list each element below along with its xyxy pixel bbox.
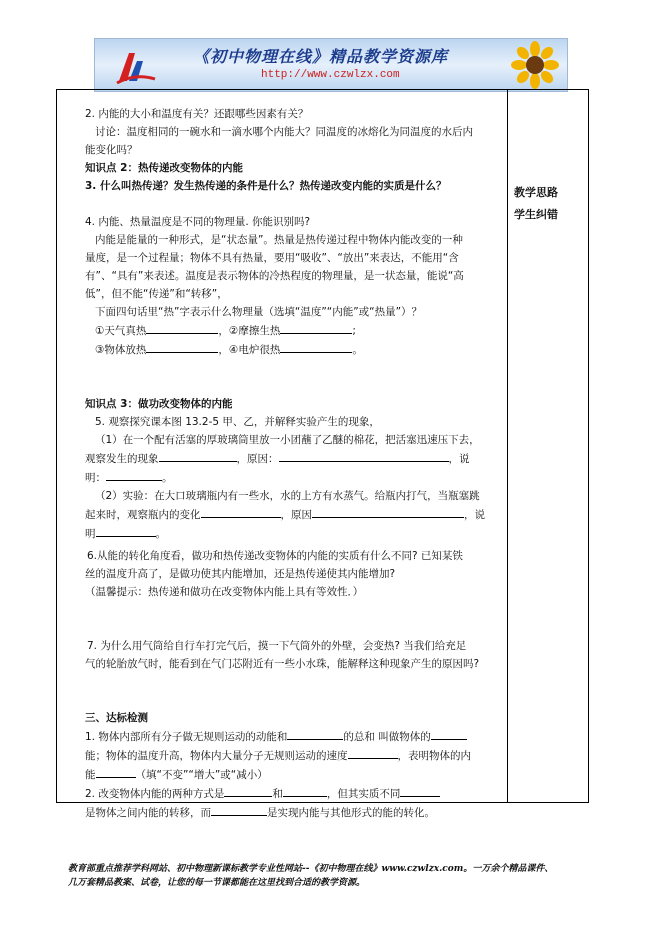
answer-blank[interactable] [280, 340, 352, 353]
answer-blank[interactable] [201, 505, 281, 518]
footer-line-2: 几万套精品教案、试卷，让您的每一节课都能在这里找到合适的教学资源。 [68, 878, 366, 888]
answer-blank[interactable] [400, 784, 440, 797]
answer-blank[interactable] [106, 468, 162, 481]
banner-title: 《初中物理在线》精品教学资源库 [193, 47, 449, 66]
header-banner [94, 38, 568, 92]
answer-blank[interactable] [159, 449, 237, 462]
q5-part-1-conclusion: 明： 。 [85, 468, 503, 487]
answer-blank[interactable] [224, 784, 272, 797]
q5-part-1: （1）在一个配有活塞的厚玻璃筒里放一小团蘸了乙醚的棉花，把活塞迅速压下去， [95, 434, 480, 446]
site-logo-icon [115, 49, 157, 85]
question-7-cont: 气的轮胎放气时，能看到在气门芯附近有一些小水珠，能解释这种现象产生的原因吗? [85, 658, 480, 670]
q4-text-line-4: 低”，但不能“传递”和“转移”， [85, 288, 228, 300]
question-6: 6.从能的转化角度看，做功和热传递改变物体的内能的实质有什么不同? 已知某铁 [87, 550, 463, 562]
answer-blank[interactable] [211, 803, 267, 816]
side-column [514, 182, 558, 226]
q4-prompt: 下面四句话里“热”字表示什么物理量（选填“温度”“内能”或“热量”）？ [95, 306, 423, 318]
question-5: 5. 观察探究课本图 13.2-5 甲、乙，并解释实验产生的现象， [95, 416, 380, 428]
question-7: 7. 为什么用气筒给自行车打完气后，摸一下气筒外的外壁，会变热? 当我们给充足 [87, 640, 467, 652]
q4-blanks-row-2: ③物体放热 ，④电炉很热 。 [85, 340, 503, 359]
banner-url[interactable]: http://www.czwlzx.com [261, 69, 400, 81]
student-correction-label: 学生纠错 [514, 208, 558, 221]
sunflower-icon [509, 41, 561, 89]
question-2-discussion-cont: 能变化吗？ [85, 144, 138, 156]
question-2: 2. 内能的大小和温度有关？还跟哪些因素有关？ [85, 108, 309, 120]
answer-blank[interactable] [96, 765, 136, 778]
answer-blank[interactable] [280, 321, 352, 334]
knowledge-point-2: 知识点 2：热传递改变物体的内能 [85, 162, 243, 174]
page-footer [68, 862, 628, 890]
test-2-cont: 是物体之间内能的转移，而 是实现内能与其他形式的能的转化。 [85, 803, 503, 822]
question-2-discussion: 讨论：温度相同的一碗水和一滴水哪个内能大？同温度的冰熔化为同温度的水后内 [95, 126, 473, 138]
footer-line-1: 教育部重点推荐学科网站、初中物理新课标教学专业性网站--《初中物理在线》www.czwlzx.com。一万余个精品课件、 [68, 864, 554, 874]
answer-blank[interactable] [431, 727, 467, 740]
q4-blanks-row-1: ①天气真热 ，②摩擦生热 ; [85, 321, 503, 340]
q4-text-line-3: 有”、“具有”来表述。温度是表示物体的冷热程度的物理量，是一状态量，能说“高 [85, 270, 464, 282]
answer-blank[interactable] [96, 524, 156, 537]
teaching-approach-label: 教学思路 [514, 186, 558, 199]
q4-text-line-2: 量度，是一个过程量；物体不具有热量，要用“吸收”、“放出”来表达，不能用“含 [85, 252, 459, 264]
answer-blank[interactable] [287, 727, 343, 740]
test-1-end: 能 （填“不变”“增大”或“减小） [85, 765, 503, 784]
q5-part-1-blanks: 观察发生的现象 ，原因： ，说 [85, 449, 503, 468]
q5-part-2: （2）实验：在大口玻璃瓶内有一些水，水的上方有水蒸气。给瓶内打气，当瓶塞跳 [95, 490, 480, 502]
q4-text-line-1: 内能是能量的一种形式，是“状态量”。热量是热传递过程中物体内能改变的一种 [95, 234, 463, 246]
question-6-cont: 丝的温度升高了，是做功使其内能增加，还是热传递使其内能增加? [85, 568, 396, 580]
answer-blank[interactable] [279, 449, 449, 462]
test-2: 2. 改变物体内能的两种方式是 和 ，但其实质不同 [85, 784, 503, 803]
answer-blank[interactable] [146, 340, 218, 353]
answer-blank[interactable] [348, 746, 398, 759]
test-1-cont: 能；物体的温度升高，物体内大量分子无规则运动的速度 ，表明物体的内 [85, 746, 503, 765]
q5-part-2-conclusion: 明 。 [85, 524, 503, 543]
main-content [85, 103, 503, 822]
q5-part-2-blanks: 起来时，观察瓶内的变化 ，原因 ，说 [85, 505, 503, 524]
question-3: 3. 什么叫热传递？发生热传递的条件是什么？热传递改变内能的实质是什么？ [85, 180, 447, 192]
section-3-heading: 三、达标检测 [85, 712, 148, 724]
answer-blank[interactable] [146, 321, 218, 334]
knowledge-point-3: 知识点 3：做功改变物体的内能 [85, 398, 233, 410]
answer-blank[interactable] [283, 784, 327, 797]
test-1: 1. 物体内部所有分子做无规则运动的动能和 的总和 叫做物体的 [85, 727, 503, 746]
answer-blank[interactable] [312, 505, 464, 518]
question-6-tip: （温馨提示：热传递和做功在改变物体内能上具有等效性．） [85, 586, 364, 598]
column-divider [507, 89, 508, 803]
question-4: 4. 内能、热量温度是不同的物理量. 你能识别吗? [85, 216, 311, 228]
